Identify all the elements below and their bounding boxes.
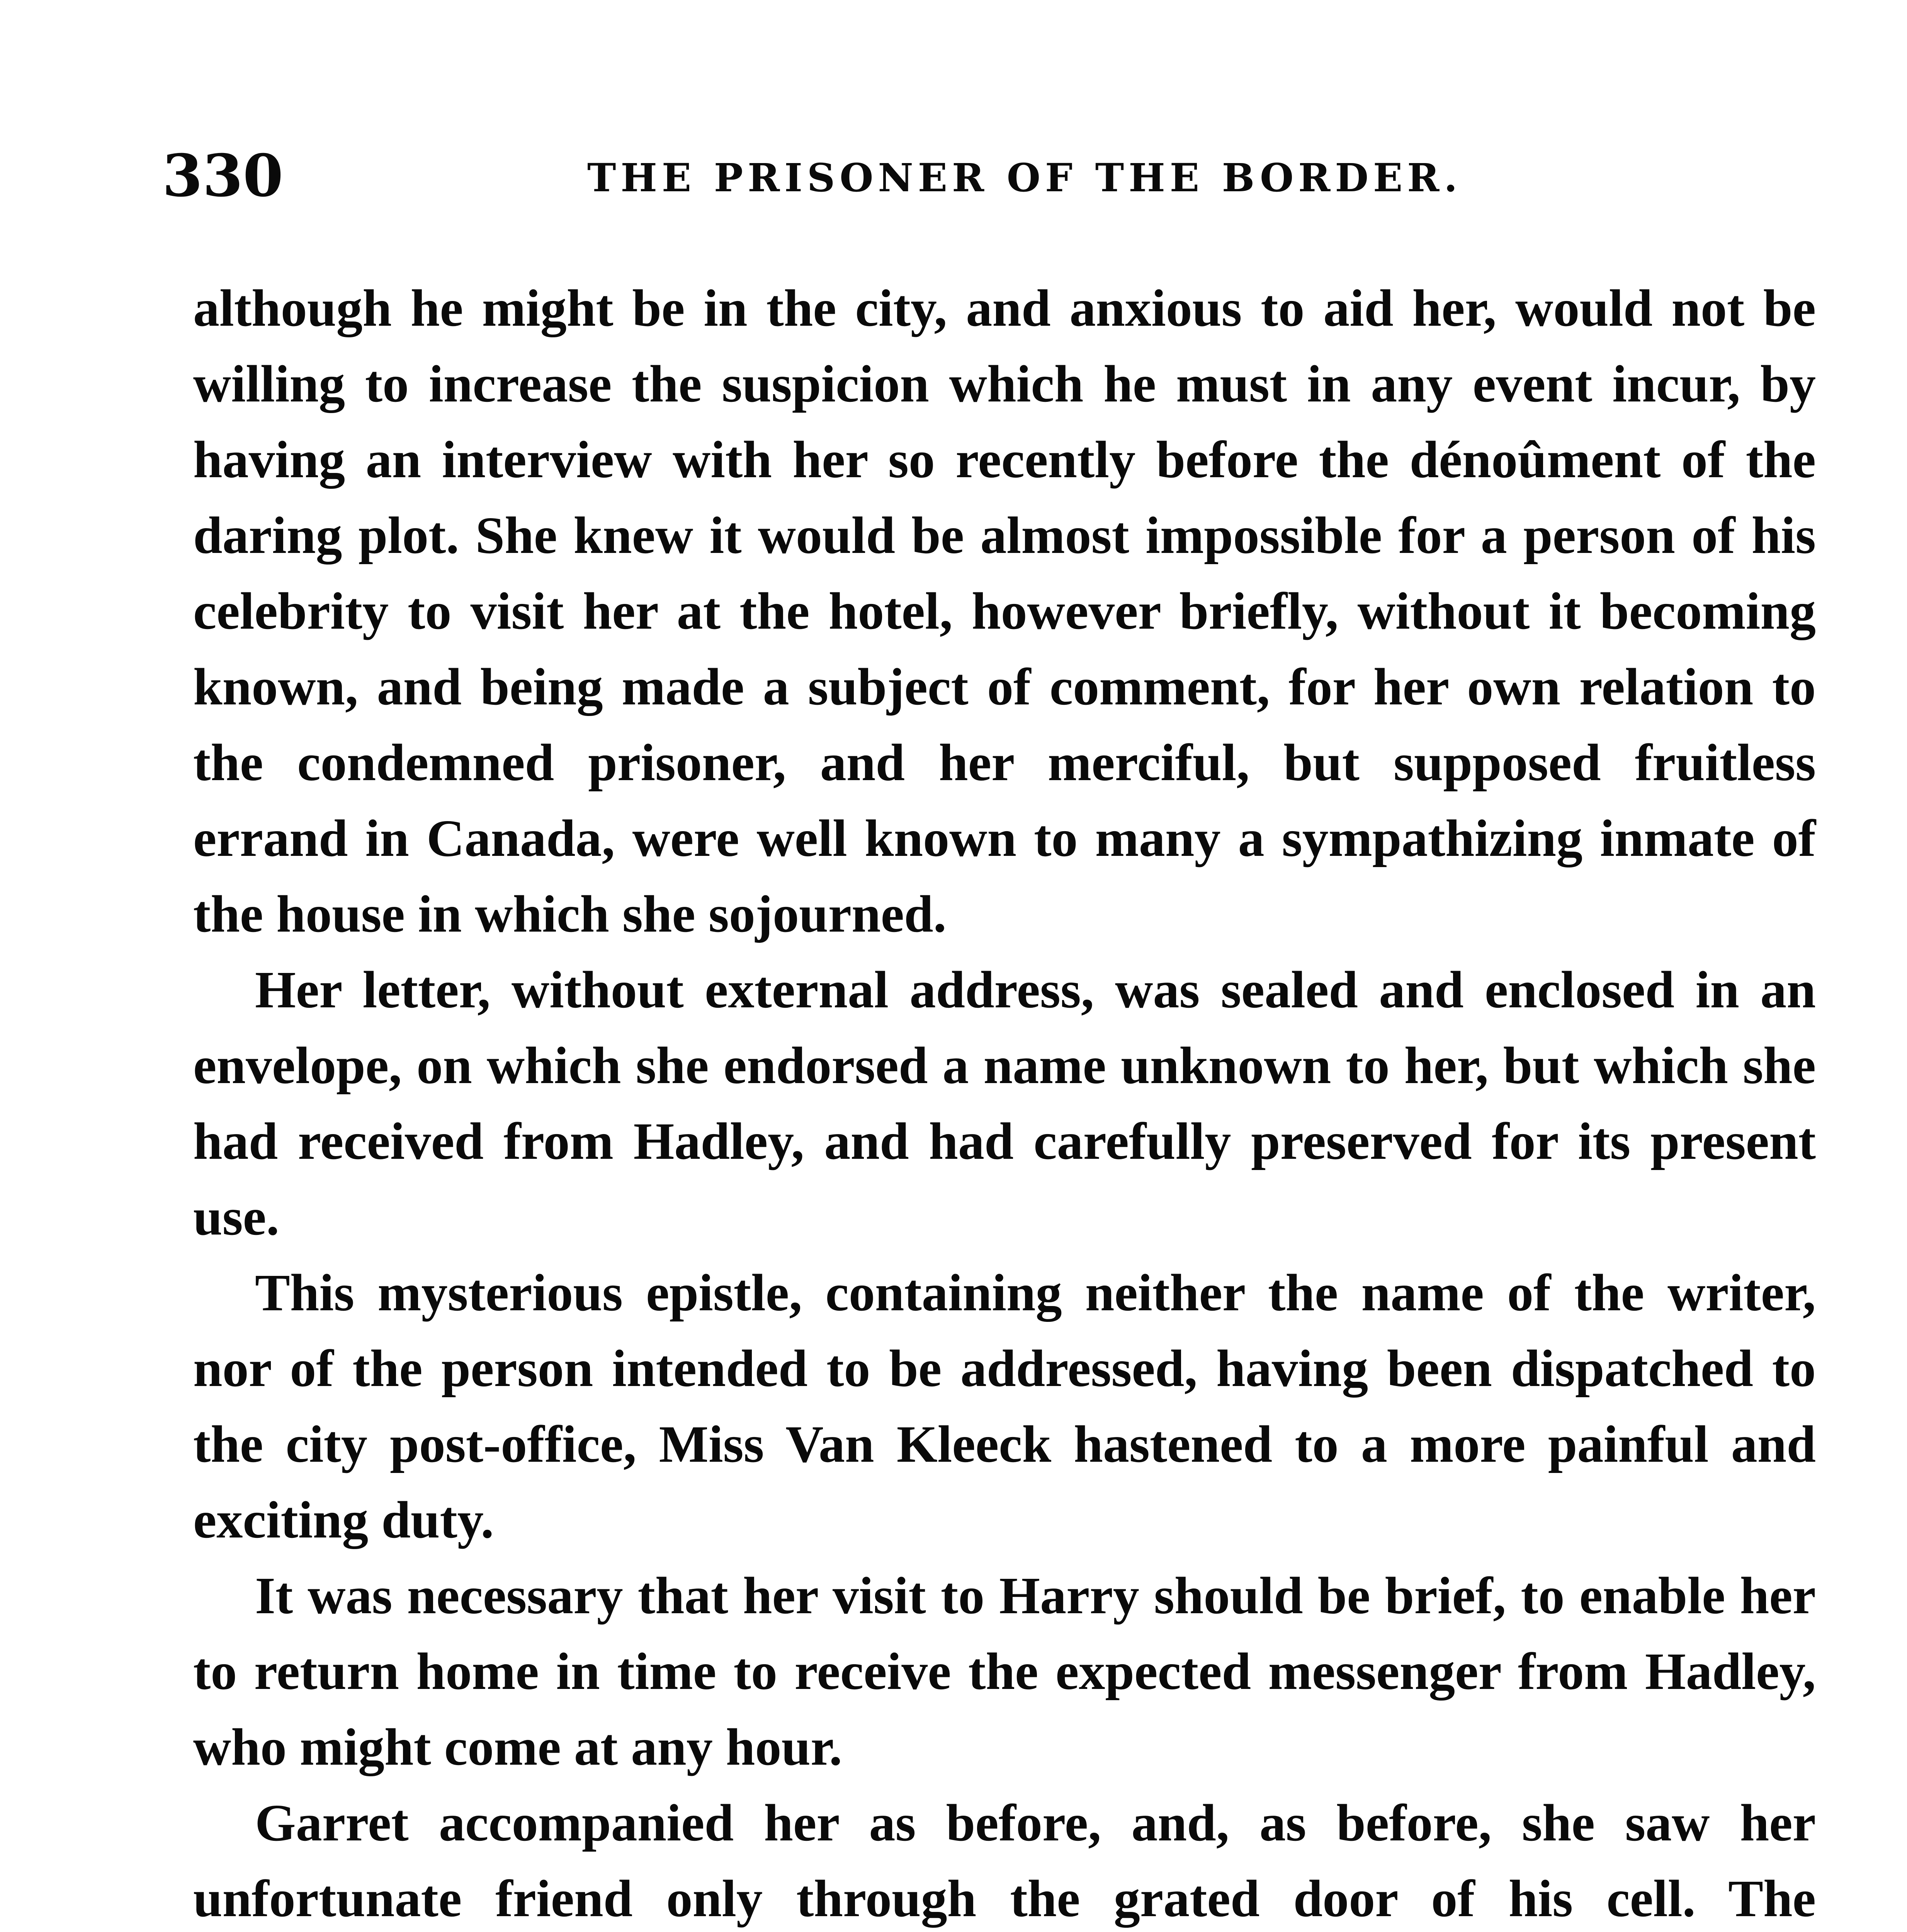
body-text xyxy=(193,270,1816,1932)
page-number: 330 xyxy=(162,142,284,210)
paragraph-5: Garret accompanied her as before, and, as before, she saw her unfortunate friend only through the grated door of his cell. The xyxy=(193,1794,1816,1928)
paragraph-2: Her letter, without external address, was sealed and enclosed in an envelope, on which she endorsed a name unknown to her, but which she had received from Hadley, and had carefully preserved for its present use. xyxy=(193,961,1816,1246)
paragraph-1: although he might be in the city, and anxious to aid her, would not be willing to increase the suspicion which he must in any event incur, by having an interview with her so recently before the dénoûment of the daring plot. She knew it would be almost impossible for a person of his celebrity to visit her at the hotel, however briefly, without it becoming known, and being made a subject of comment, for her own relation to the condemned prisoner, and her merciful, but supposed fruitless errand in Canada, were well known to many a sympathizing inmate of the house in which she sojourned. xyxy=(193,279,1816,943)
running-head xyxy=(162,139,1746,213)
paragraph-4: It was necessary that her visit to Harry should be brief, to enable her to return home in time to receive the expected messenger from Hadley, who might come at any hour. xyxy=(193,1567,1816,1776)
paragraph-3: This mysterious epistle, containing neither the name of the writer, nor of the person intended to be addressed, having been dispatched to the city post-office, Miss Van Kleeck hastened to a more painful and exciting duty. xyxy=(193,1264,1816,1549)
running-title: THE PRISONER OF THE BORDER. xyxy=(587,155,1462,201)
